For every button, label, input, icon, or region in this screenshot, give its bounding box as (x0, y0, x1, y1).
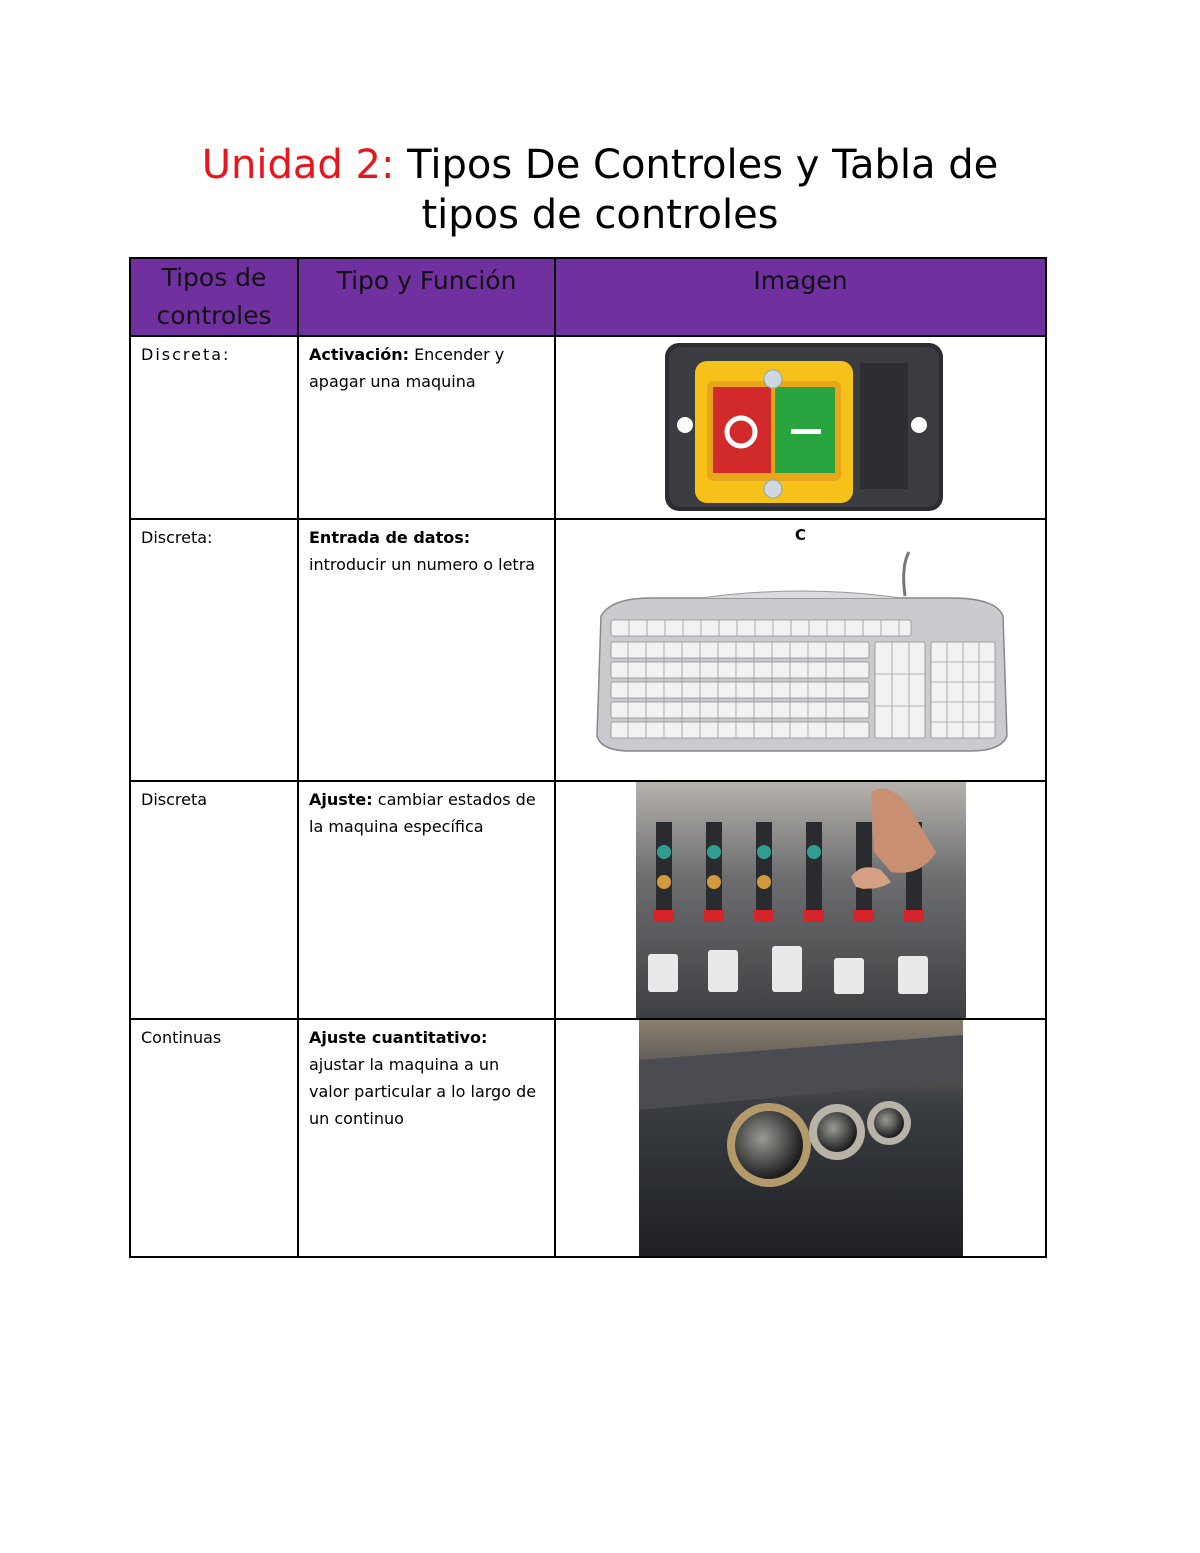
function-text: ajustar la maquina a un valor particular a lo largo de un continuo (309, 1055, 537, 1128)
function-label: Ajuste cuantitativo: (309, 1028, 488, 1047)
row-function (299, 520, 554, 578)
image-caption: C (794, 526, 806, 544)
row-type: Discreta: (141, 528, 213, 547)
switch-image (655, 337, 947, 518)
table-row (130, 781, 1046, 1019)
knobs-image (639, 1020, 963, 1256)
function-text: Encender y apagar una maquina (309, 345, 505, 391)
row-function (299, 782, 554, 840)
title-line2: tipos de controles (421, 192, 779, 238)
table-row (130, 1019, 1046, 1257)
mixer-image (636, 782, 966, 1018)
keyboard-image (591, 546, 1011, 756)
image-cell (555, 336, 1046, 519)
title-unit: Unidad 2: (201, 142, 395, 188)
function-text: introducir un numero o letra (309, 555, 536, 574)
row-type: Continuas (141, 1028, 222, 1047)
table-header-row (130, 258, 1046, 336)
header-tipos: Tipos de controles (130, 258, 298, 336)
image-cell (555, 519, 1046, 781)
header-imagen: Imagen (555, 258, 1046, 336)
row-function (299, 337, 554, 395)
function-label: Entrada de datos: (309, 528, 471, 547)
function-label: Activación: (309, 345, 409, 364)
table-row (130, 336, 1046, 519)
title-rest: Tipos De Controles y Tabla de (394, 142, 999, 188)
row-type: Discreta (141, 790, 208, 809)
row-function (299, 1020, 554, 1132)
function-text: cambiar estados de la maquina específica (309, 790, 536, 836)
function-label: Ajuste: (309, 790, 373, 809)
page-title (100, 140, 1100, 240)
controls-table (129, 257, 1047, 1258)
row-type: Discreta: (141, 345, 231, 364)
header-funcion: Tipo y Función (298, 258, 555, 336)
image-cell (555, 781, 1046, 1019)
table-row (130, 519, 1046, 781)
image-cell (555, 1019, 1046, 1257)
